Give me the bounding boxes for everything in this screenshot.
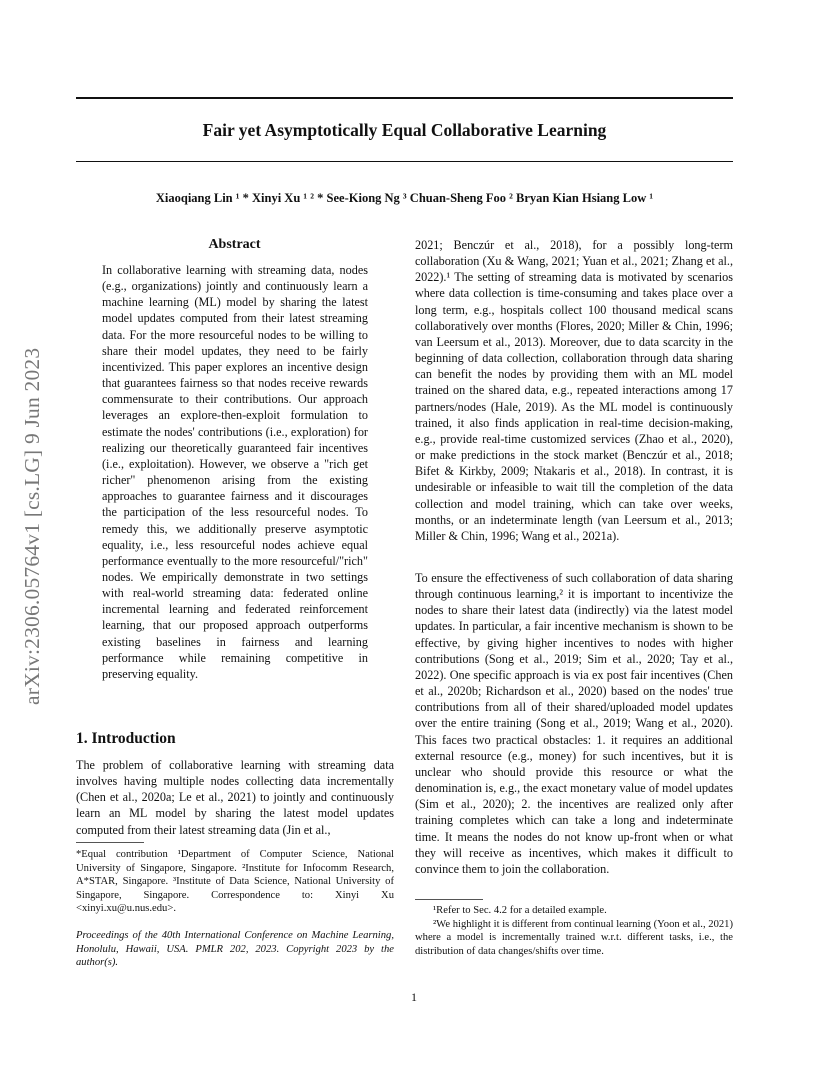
introduction-paragraph: The problem of collaborative learning with streaming data involves having multiple nodes collecting data incrementally (Chen et al., 2020a; Le et al., 2021) to jointly and continuously learn an ML model by sharing the latest model updates computed from their latest streaming data (Jin et al., — [76, 758, 394, 837]
authors-text: Xiaoqiang Lin ¹ * Xinyi Xu ¹ ² * See-Kiong Ng ³ Chuan-Sheng Foo ² Bryan Kian Hsiang Low ¹ — [155, 191, 654, 205]
paper-title: Fair yet Asymptotically Equal Collaborative Learning — [202, 120, 607, 140]
abstract-body: In collaborative learning with streaming data, nodes (e.g., organizations) jointly and continuously learn a machine learning (ML) model by sharing the latest model updates computed from their latest streaming data. For the more resourceful nodes to be willing to share their model updates, they need to be fairly incentivized. This paper explores an incentive design that guarantees fairness so that nodes receive rewards commensurate to their contributions. Our approach leverages an explore-then-exploit formulation to estimate the nodes' contributions (i.e., exploration) for realizing our theoretically guaranteed fair incentives (i.e., exploitation). However, we observe a "rich get richer" phenomenon arising from the existing approaches to guarantee fairness and it discourages the participation of the less resourceful nodes. To remedy this, we additionally preserve asymptotic equality, i.e., less resourceful nodes achieve equal performance eventually to the more resourceful/"rich" nodes. We empirically demonstrate in two settings with real-world streaming data: federated online incremental learning and federated reinforcement learning, that our proposed approach outperforms existing baselines in fairness and learning performance while remaining competitive in preserving equality. — [102, 263, 368, 681]
footnote-2: ²We highlight it is different from continual learning (Yoon et al., 2021) where a model is incrementally trained w.r.t. different tasks, i.e., the distribution of data changes/shifts over time. — [415, 918, 733, 957]
title-rule-bottom — [76, 161, 733, 162]
proceedings-text: Proceedings of the 40th International Conference on Machine Learning, Honolulu, Hawaii, USA. PMLR 202, 2023. Copyright 2023 by the author(s). — [76, 930, 394, 969]
proceedings-note — [76, 929, 394, 970]
affiliation-footnote: *Equal contribution ¹Department of Computer Science, National University of Singapore, Singapore. ²Institute for Infocomm Research, A*STAR, Singapore. ³Institute of Data Science, National University of Singapore, Singapore. Correspondence to: Xinyi Xu <xinyi.xu@u.nus.edu>. — [76, 849, 394, 915]
abstract-heading: Abstract — [208, 237, 261, 252]
arxiv-stamp: arXiv:2306.05764v1 [cs.LG] 9 Jun 2023 — [20, 347, 44, 705]
right-column-paragraph-2: To ensure the effectiveness of such collaboration of data sharing through continuous learning,² it is important to incentivize the nodes to share their latest data (indirectly) via the latest model updates. In particular, a fair incentive mechanism is shown to be effective, by giving higher incentives to nodes with higher contributions (Song et al., 2019; Sim et al., 2020; Tay et al., 2022). One specific approach is via ex post fair incentives (Chen et al., 2020b; Richardson et al., 2020) based on the nodes' true contributions from all of their shared/uploaded model updates over the entire training (Song et al., 2019; Wang et al., 2020). This faces two practical obstacles: 1. it requires an additional external resource (e.g., money) for such incentives, but it is unclear who should provide this resource or what the denomination is, e.g., the exact monetary value of model updates (Sim et al., 2020); 2. the incentives are realized only after training completes which can take a long and indeterminate time. It means the nodes do not know up-front when or what they will receive as incentives, which makes it difficult to convince them to join the collaboration. — [415, 571, 733, 876]
page-number: 1 — [411, 990, 417, 1004]
footnote-rule-right — [415, 899, 483, 900]
author-list — [76, 191, 733, 206]
right-column-paragraph-1: 2021; Benczúr et al., 2018), for a possibly long-term collaboration (Xu & Wang, 2021; Yuan et al., 2021; Zhang et al., 2022).¹ The setting of streaming data is motivated by scenarios where data collection is time-consuming and takes place over a long term, e.g., hospitals collect 100 thousand medical scans collaboratively over months (Flores, 2020; Miller & Chin, 1996; van Leersum et al., 2013). Moreover, due to data scarcity in the beginning of data collection, collaboration through data sharing can benefit the nodes by providing them with an ML model trained on the shared data, e.g., repeated interactions among 17 partners/nodes (Hale, 2019). As the ML model is continuously trained, it also finds application in real-time decision-making, e.g., provide real-time customized services (Zhao et al., 2020), or make predictions in the stock market (Benczúr et al., 2018; Bifet & Kirkby, 2009; Ntakaris et al., 2018). In contrast, it is undesirable or infeasible to wait till the completion of the data collection and model training, which can take over weeks, months, or an indeterminate length (van Leersum et al., 2013; Miller & Chin, 1996; Wang et al., 2021a). — [415, 238, 733, 543]
section-heading-introduction: 1. Introduction — [76, 730, 176, 747]
footnote-1: ¹Refer to Sec. 4.2 for a detailed example. — [433, 905, 607, 916]
footnote-rule-left — [76, 842, 144, 843]
title-rule-top — [76, 97, 733, 99]
footnotes-right — [415, 904, 733, 958]
